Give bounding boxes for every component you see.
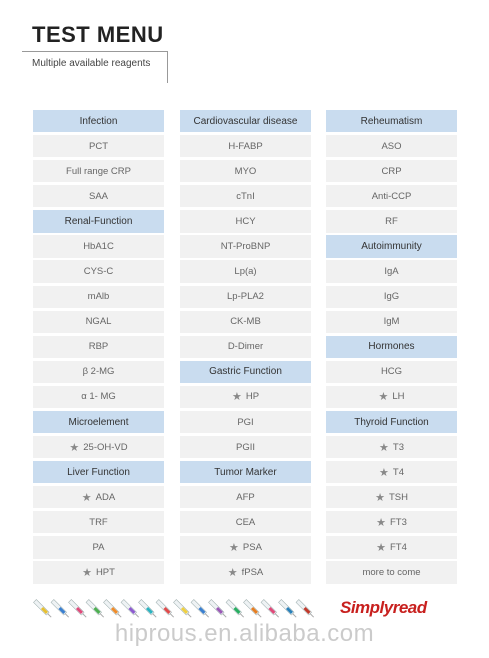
test-item-label: NT-ProBNP <box>220 240 271 252</box>
star-icon: ★ <box>231 391 242 404</box>
category-header-label: Renal-Function <box>64 215 133 227</box>
star-icon: ★ <box>376 516 386 529</box>
test-item-label: IgM <box>383 316 400 328</box>
test-item <box>180 411 311 433</box>
syringe-icon <box>69 600 88 619</box>
test-item-label: RF <box>385 215 398 227</box>
category-header-label: Cardiovascular disease <box>193 115 298 127</box>
test-item-label: FT4 <box>389 541 407 553</box>
test-item <box>180 486 311 508</box>
test-item-label: PSA <box>242 541 262 553</box>
test-item <box>326 536 457 558</box>
test-item <box>326 135 457 157</box>
test-column-3 <box>326 110 457 586</box>
title-underline <box>22 51 168 52</box>
test-item <box>180 536 311 558</box>
test-item <box>33 336 164 358</box>
test-item-label: CEA <box>235 516 256 528</box>
test-item-label: PGI <box>237 416 254 428</box>
test-item-label: T3 <box>392 441 404 453</box>
star-icon: ★ <box>69 441 80 454</box>
test-item <box>326 160 457 182</box>
category-header-label: Microelement <box>68 416 129 428</box>
syringe-icon <box>261 600 280 619</box>
syringe-icon <box>156 600 175 619</box>
test-item <box>326 361 457 383</box>
test-item <box>33 135 164 157</box>
title-bracket-line <box>167 51 168 83</box>
test-item-label: LH <box>392 391 405 403</box>
test-item-label: IgA <box>384 266 399 278</box>
category-header-label: Gastric Function <box>209 366 282 378</box>
test-item-label: CK-MB <box>230 316 261 328</box>
test-item-label: CYS-C <box>83 266 114 278</box>
test-item-label: Lp-PLA2 <box>227 291 264 303</box>
watermark: hiprous.en.alibaba.com <box>114 620 375 647</box>
test-column-2 <box>180 110 311 586</box>
syringe-icon <box>226 600 245 619</box>
test-item-label: α 1- MG <box>81 391 116 403</box>
star-icon: ★ <box>379 441 389 454</box>
test-item <box>33 386 164 408</box>
test-item <box>33 311 164 333</box>
test-item-label: TSH <box>388 491 408 503</box>
test-item <box>326 436 457 458</box>
test-item <box>33 561 164 583</box>
test-item <box>33 486 164 508</box>
test-item-label: AFP <box>236 491 255 503</box>
test-item <box>326 386 457 408</box>
test-item-label: D-Dimer <box>227 341 264 353</box>
syringe-icon <box>34 600 53 619</box>
test-item <box>33 235 164 257</box>
test-item <box>180 185 311 207</box>
category-header <box>326 336 457 358</box>
test-item-label: more to come <box>362 567 421 578</box>
test-item-label: HP <box>245 391 260 403</box>
test-item-label: 25-OH-VD <box>83 441 128 453</box>
test-item <box>326 210 457 232</box>
star-icon: ★ <box>375 491 385 504</box>
category-header <box>33 461 164 483</box>
test-item-label: HCY <box>235 215 256 227</box>
syringe-icon <box>296 600 315 619</box>
test-item <box>33 260 164 282</box>
test-item <box>33 436 164 458</box>
test-item-label: HbA1C <box>83 240 114 252</box>
category-header-label: Reheumatism <box>360 115 423 127</box>
test-item-label: HPT <box>95 567 115 578</box>
test-item-label: T4 <box>392 466 404 478</box>
test-item-label: NGAL <box>85 316 112 328</box>
reagent-syringes-illustration <box>30 592 320 622</box>
syringe-icon <box>174 600 193 619</box>
syringe-icon <box>104 600 123 619</box>
test-item-label: Full range CRP <box>66 165 131 177</box>
test-item <box>33 160 164 182</box>
test-item-label: RBP <box>88 341 109 353</box>
category-header <box>326 235 457 257</box>
test-item-label: PGII <box>235 441 255 453</box>
category-header <box>33 411 164 433</box>
test-item-label: ASO <box>381 140 402 152</box>
syringe-icon <box>191 600 210 619</box>
test-item <box>180 135 311 157</box>
test-item <box>33 286 164 308</box>
star-icon: ★ <box>376 541 386 554</box>
test-item-label: Anti-CCP <box>371 190 412 202</box>
test-item <box>180 311 311 333</box>
test-item <box>33 185 164 207</box>
test-item-label: TRF <box>89 516 108 528</box>
test-item-label: SAA <box>88 190 108 202</box>
test-item <box>33 536 164 558</box>
test-item <box>180 286 311 308</box>
page-title: TEST MENU <box>32 22 164 47</box>
star-icon: ★ <box>82 567 92 579</box>
category-header-label: Hormones <box>368 341 415 353</box>
test-item-label: cTnI <box>236 190 255 202</box>
syringe-icon <box>209 600 228 619</box>
test-item <box>326 311 457 333</box>
test-item <box>33 361 164 383</box>
test-item <box>180 386 311 408</box>
category-header-label: Liver Function <box>67 466 130 478</box>
test-item <box>326 286 457 308</box>
test-item-label: Lp(a) <box>234 266 257 278</box>
test-item <box>326 486 457 508</box>
star-icon: ★ <box>378 391 389 404</box>
star-icon: ★ <box>227 567 238 579</box>
test-item <box>33 511 164 533</box>
test-item-label: ADA <box>95 491 116 503</box>
category-header <box>180 361 311 383</box>
test-item <box>180 436 311 458</box>
test-item-label: fPSA <box>241 567 264 578</box>
test-item <box>326 185 457 207</box>
test-item-label: FT3 <box>389 516 407 528</box>
test-item <box>326 260 457 282</box>
test-item <box>180 160 311 182</box>
test-item <box>180 336 311 358</box>
brand-logo: Simplyread <box>340 598 427 617</box>
test-item <box>180 561 311 583</box>
test-item-label: β 2-MG <box>82 366 115 378</box>
test-item-label: mAlb <box>87 291 110 303</box>
test-item-label: H-FABP <box>228 140 263 152</box>
test-column-1 <box>33 110 164 586</box>
category-header <box>33 210 164 232</box>
test-item-label: IgG <box>383 291 400 303</box>
test-item <box>326 561 457 583</box>
star-icon: ★ <box>229 541 239 554</box>
category-header <box>326 411 457 433</box>
category-header-label: Tumor Marker <box>214 466 277 478</box>
test-item <box>180 210 311 232</box>
syringe-icon <box>121 600 140 619</box>
test-item <box>326 511 457 533</box>
category-header-label: Autoimmunity <box>361 240 422 252</box>
test-item <box>180 511 311 533</box>
category-header <box>180 110 311 132</box>
category-header-label: Thyroid Function <box>354 416 429 428</box>
page-subtitle: Multiple available reagents <box>32 58 151 69</box>
test-item <box>326 461 457 483</box>
test-item-label: PA <box>92 541 105 553</box>
syringe-icon <box>279 600 298 619</box>
syringe-icon <box>86 600 105 619</box>
test-item <box>180 260 311 282</box>
syringe-icon <box>244 600 263 619</box>
test-item <box>180 235 311 257</box>
test-item-label: MYO <box>234 165 257 177</box>
star-icon: ★ <box>81 491 92 504</box>
star-icon: ★ <box>379 466 389 479</box>
syringe-icon <box>139 600 158 619</box>
category-header <box>326 110 457 132</box>
test-item-label: PCT <box>89 140 108 152</box>
category-header <box>33 110 164 132</box>
category-header <box>180 461 311 483</box>
test-item-label: CRP <box>381 165 402 177</box>
category-header-label: Infection <box>79 115 118 127</box>
test-item-label: HCG <box>380 366 403 378</box>
syringe-icon <box>51 600 70 619</box>
